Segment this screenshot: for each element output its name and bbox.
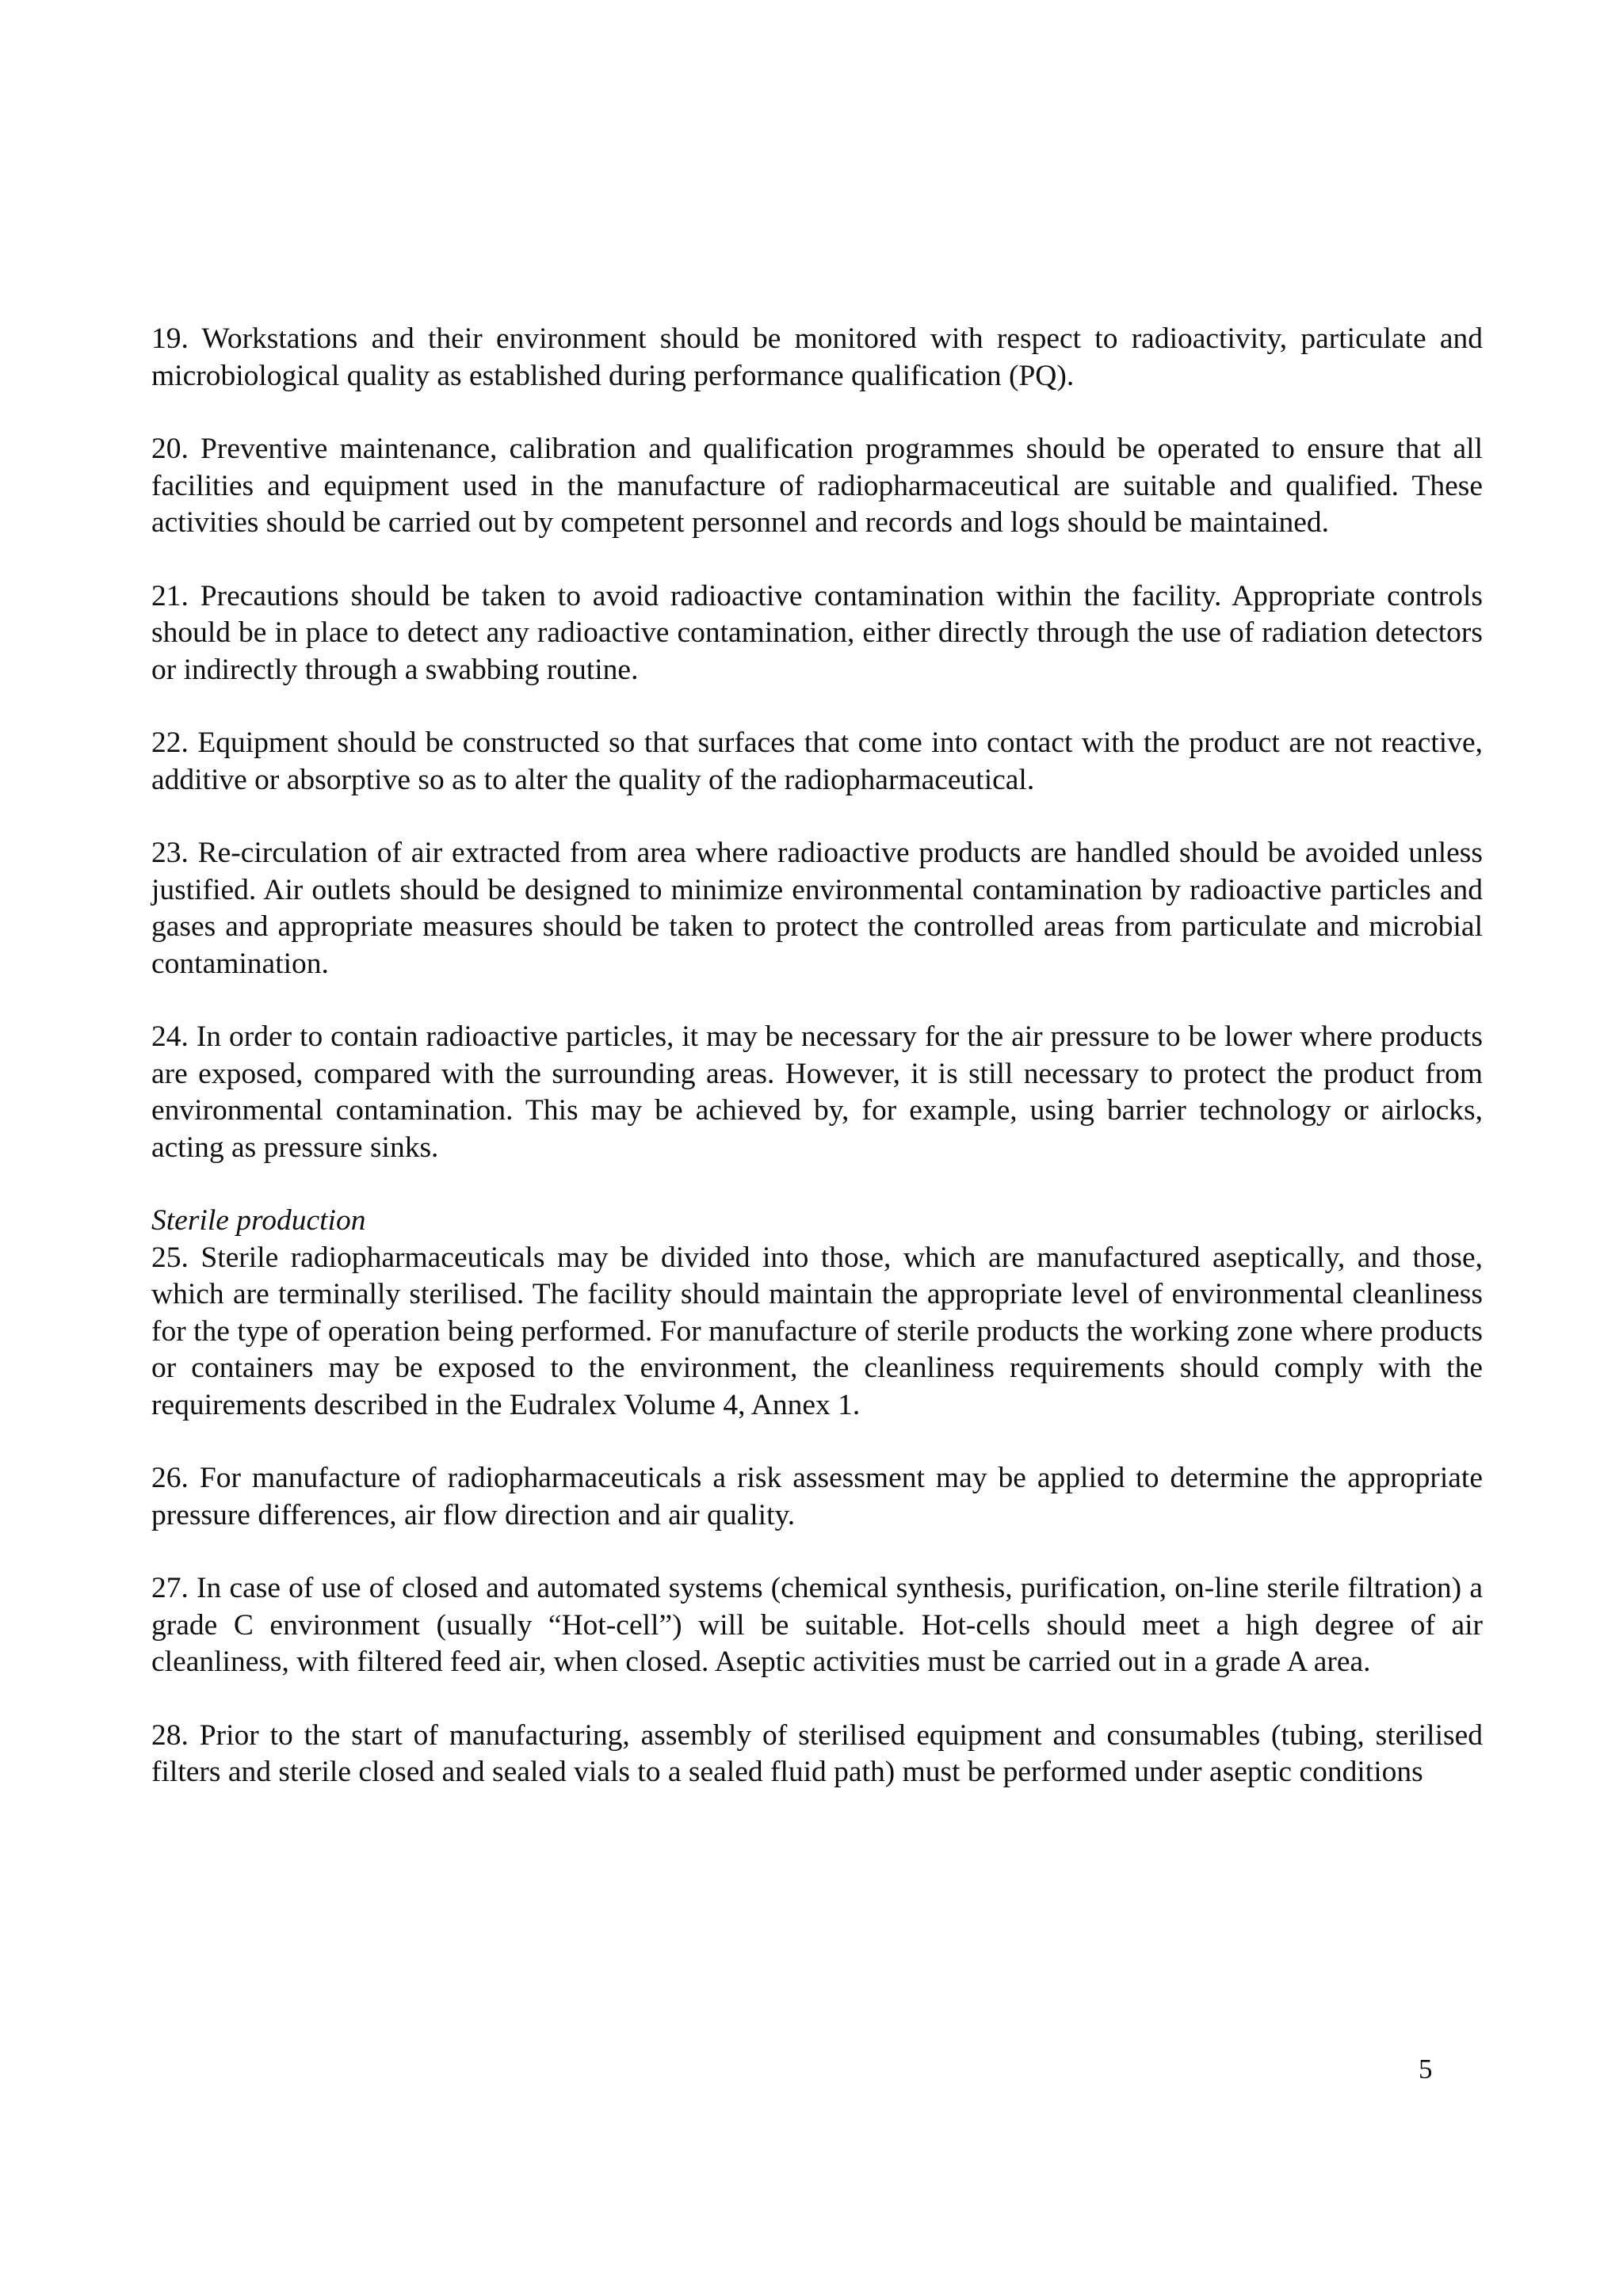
section-subheading: Sterile production	[151, 1204, 366, 1237]
paragraph-20: 20. Preventive maintenance, calibration and qualification programmes should be operated to ensure that all facilities and equipment used in the manufacture of radiopharmaceutical are suitable and qualified. These activities should be carried out by competent personnel and records and logs should be maintained.	[151, 433, 1483, 539]
paragraph-28: 28. Prior to the start of manufacturing, assembly of sterilised equipment and consumables (tubing, sterilised filters and sterile closed and sealed vials to a sealed fluid path) must be performed under aseptic conditions	[151, 1718, 1483, 1788]
paragraph-22: 22. Equipment should be constructed so that surfaces that come into contact with the product are not reactive, additive or absorptive so as to alter the quality of the radiopharmaceutical.	[151, 727, 1483, 796]
paragraph-27: 27. In case of use of closed and automated systems (chemical synthesis, purification, on-line sterile filtration) a grade C environment (usually “Hot-cell”) will be suitable. Hot-cells should meet a high degree of air cleanliness, with filtered feed air, when closed. Aseptic activities must be carried out in a grade A area.	[151, 1572, 1483, 1678]
page-number: 5	[1419, 2054, 1433, 2084]
paragraph-21: 21. Precautions should be taken to avoid radioactive contamination within the facility. Appropriate controls should be in place to detect any radioactive contamination, either directly through the use of radiation detectors or indirectly through a swabbing routine.	[151, 579, 1483, 686]
paragraph-24: 24. In order to contain radioactive particles, it may be necessary for the air pressure to be lower where products are exposed, compared with the surrounding areas. However, it is still necessary to protect the product from environmental contamination. This may be achieved by, for example, using barrier technology or airlocks, acting as pressure sinks.	[151, 1020, 1483, 1164]
paragraph-19: 19. Workstations and their environment should be monitored with respect to radioactivity, particulate and microbiological quality as established during performance qualification (PQ).	[151, 322, 1483, 392]
paragraph-26: 26. For manufacture of radiopharmaceuticals a risk assessment may be applied to determine the appropriate pressure differences, air flow direction and air quality.	[151, 1462, 1483, 1531]
document-body	[151, 321, 1483, 1828]
paragraph-25: 25. Sterile radiopharmaceuticals may be divided into those, which are manufactured aseptically, and those, which are terminally sterilised. The facility should maintain the appropriate level of environmental cleanliness for the type of operation being performed. For manufacture of sterile products the working zone where products or containers may be exposed to the environment, the cleanliness requirements should comply with the requirements described in the Eudralex Volume 4, Annex 1.	[151, 1241, 1483, 1421]
paragraph-23: 23. Re-circulation of air extracted from area where radioactive products are handled should be avoided unless justified. Air outlets should be designed to minimize environmental contamination by radioactive particles and gases and appropriate measures should be taken to protect the controlled areas from particulate and microbial contamination.	[151, 837, 1483, 980]
